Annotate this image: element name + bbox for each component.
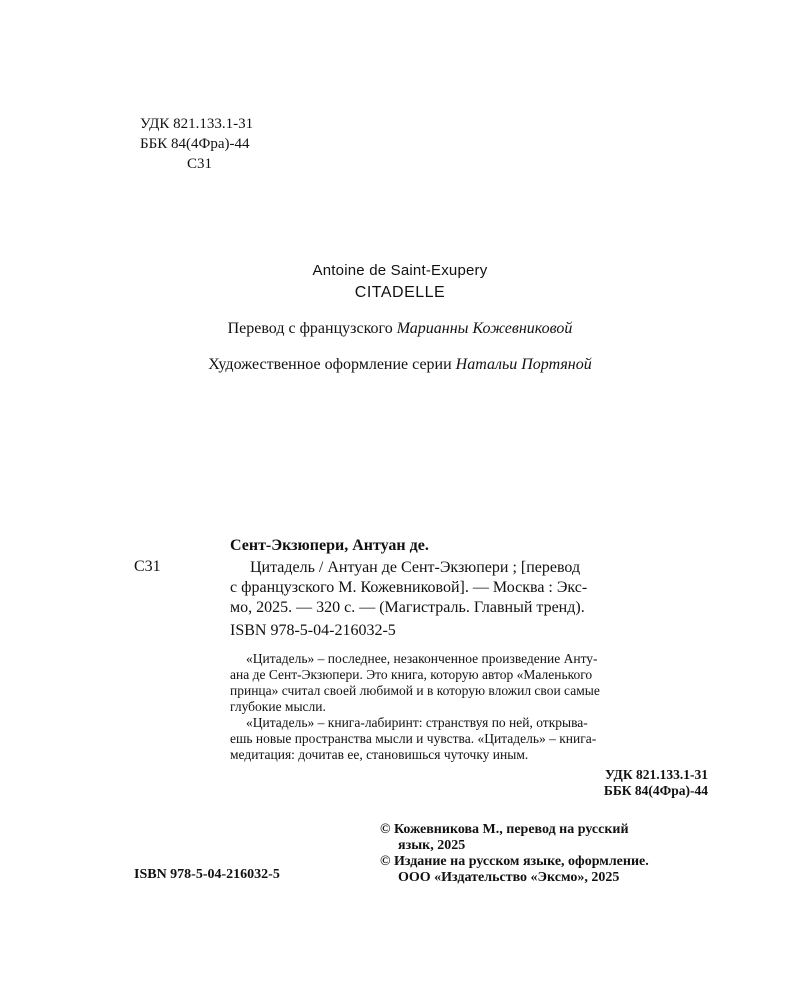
annotation-line: глубокие мысли. [230, 699, 326, 714]
original-title: CITADELLE [354, 284, 446, 301]
bib-line: с французского М. Кожевниковой]. — Москва : Экс- [230, 579, 588, 596]
isbn-bottom: ISBN 978-5-04-216032-5 [134, 867, 280, 882]
isbn: ISBN 978-5-04-216032-5 [230, 622, 396, 639]
bibliographic-description [230, 558, 710, 618]
bbk-code: ББК 84(4Фра)-44 [140, 136, 250, 152]
copyright-line: © Издание на русском языке, оформление. [380, 854, 649, 869]
annotation-line: принца» считал своей любимой и в которую вложил свои самые [230, 683, 600, 698]
copyright-line: ООО «Издательство «Эксмо», 2025 [398, 870, 620, 885]
annotation-line: ешь новые пространства мысли и чувства. «Цитадель» – книга- [230, 731, 597, 746]
translation-label: Перевод с французского [227, 320, 397, 337]
translator-name: Марианны Кожевниковой [396, 320, 573, 337]
copyright-block [380, 822, 649, 886]
annotation-line: ана де Сент-Экзюпери. Это книга, которую автор «Маленького [230, 667, 593, 682]
design-credit [0, 356, 800, 374]
classification-block [140, 114, 253, 174]
bibliographic-code: С31 [134, 558, 161, 575]
bib-line: Цитадель / Антуан де Сент-Экзюпери ; [перевод [250, 559, 581, 576]
original-author: Antoine de Saint-Exupery [312, 262, 488, 279]
designer-name: Натальи Портяной [455, 356, 592, 373]
annotation-line: медитация: дочитав ее, становишься чуточку иным. [230, 747, 529, 762]
classification-bottom [520, 767, 708, 799]
annotation-line: «Цитадель» – книга-лабиринт: странствуя по ней, открыва- [246, 715, 588, 730]
translation-credit [0, 320, 800, 338]
annotation-line: «Цитадель» – последнее, незаконченное произведение Анту- [246, 651, 598, 666]
bib-line: мо, 2025. — 320 с. — (Магистраль. Главный тренд). [230, 599, 585, 616]
design-label: Художественное оформление серии [208, 356, 456, 373]
udk-code: УДК 821.133.1-31 [140, 116, 254, 132]
copyright-line: © Кожевникова М., перевод на русский [380, 822, 629, 837]
copyright-line: язык, 2025 [398, 838, 466, 853]
author-mark: С31 [187, 156, 213, 172]
bbk-code-bottom: ББК 84(4Фра)-44 [603, 783, 708, 798]
udk-code-bottom: УДК 821.133.1-31 [605, 767, 708, 782]
annotation [230, 651, 708, 763]
bibliographic-author: Сент-Экзюпери, Антуан де. [230, 537, 429, 554]
